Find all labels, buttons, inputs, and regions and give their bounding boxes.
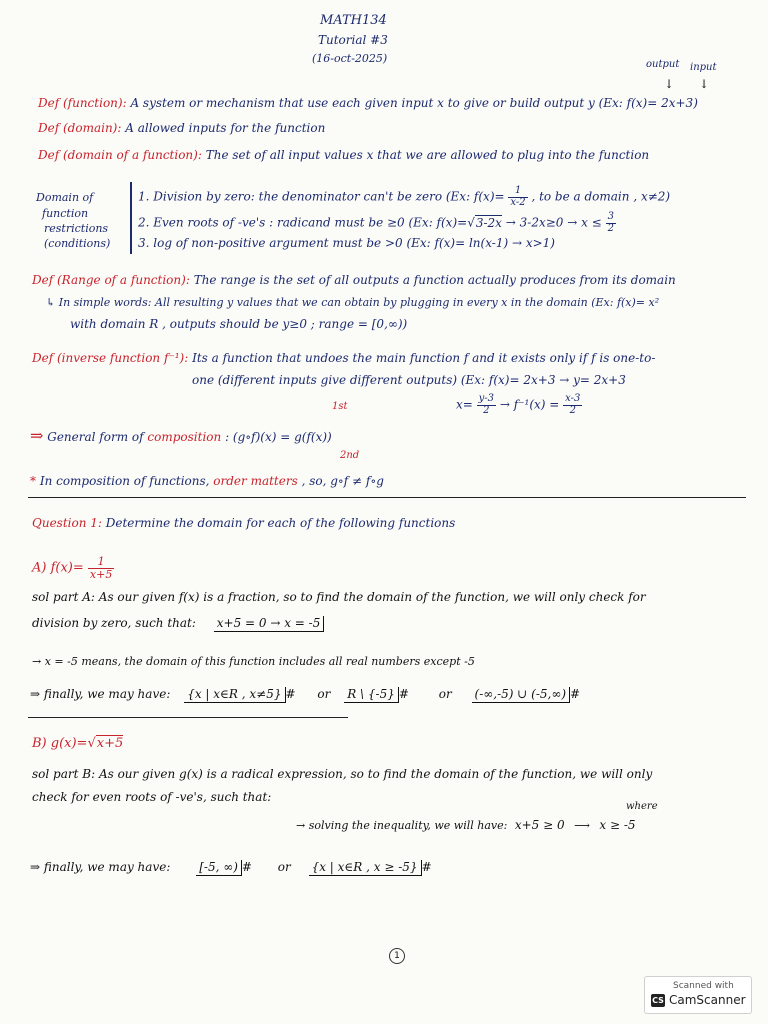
part-a-means: → x = -5 means, the domain of this function includes all real numbers except -5	[32, 655, 475, 668]
composition-formula: : (g∘f)(x) = g(f(x))	[225, 430, 332, 444]
composition-first-label: 1st	[332, 401, 348, 412]
part-b-solve-text: → solving the inequality, we will have:	[296, 819, 508, 832]
restriction-2: 2. Even roots of -ve's : radicand must be ≥0 (Ex: f(x)=√3-2x → 3-2x≥0 → x ≤ $\frac{3}{2}$	[138, 211, 614, 234]
part-a-sol-text: As our given f(x) is a fraction, so to find the domain of the function, we will only check for	[98, 590, 646, 604]
part-b-arrow-icon: ⟶	[574, 819, 590, 832]
scanner-name: CamScanner	[669, 993, 746, 1007]
tutorial-date: (16-oct-2025)	[312, 52, 388, 65]
restrictions-label-1: Domain of	[36, 191, 94, 204]
part-a-answer-3: (-∞,-5) ∪ (-5,∞)	[472, 687, 570, 703]
part-a-hash-3: #	[570, 687, 581, 701]
question-1	[32, 517, 455, 529]
def-range	[32, 274, 676, 286]
def-domain-tag: Def (domain):	[38, 121, 122, 135]
restriction-2-num: 3	[607, 211, 614, 222]
part-a-solution	[32, 591, 646, 603]
composition-arrow-icon: ⇒	[30, 426, 44, 445]
order-text-b: , so, g∘f ≠ f∘g	[301, 474, 384, 488]
output-label: output	[646, 59, 680, 70]
part-b-solve	[296, 819, 636, 831]
inverse-num-2: x-3	[565, 393, 581, 404]
part-a-hash-1: #	[285, 687, 296, 701]
restriction-2-den: 2	[607, 222, 614, 234]
restriction-1	[138, 186, 670, 208]
question-tag: Question 1:	[32, 516, 102, 530]
part-b-inequality: x+5 ≥ 0	[514, 818, 565, 832]
range-simple-tag: In simple words:	[58, 296, 152, 309]
scanner-caption: Scanned with	[673, 981, 734, 991]
def-function-tag: Def (function):	[38, 96, 127, 110]
restrictions-label-2: function	[42, 207, 89, 220]
part-b-final-lead: ⇒ finally, we may have:	[30, 860, 171, 874]
part-b-radicand: x+5	[96, 736, 124, 751]
part-a-solution-2	[32, 617, 324, 629]
part-b-sol-tag: sol part B:	[32, 767, 96, 781]
star-icon: *	[30, 474, 36, 488]
part-a-answer-1: {x | x∈R , x≠5}	[184, 687, 285, 703]
camscanner-logo-icon: CS	[652, 996, 664, 1005]
inverse-line-3	[456, 394, 582, 416]
inverse-x-equals: x=	[456, 397, 473, 412]
order-text-a: In composition of functions,	[39, 474, 210, 488]
restriction-1-den: x-2	[510, 196, 526, 208]
restriction-1-text: 1. Division by zero: the denominator can't be zero (Ex: f(x)=	[138, 189, 505, 204]
def-domain-function	[38, 149, 649, 161]
range-simple-text: All resulting y values that we can obtain by plugging in every x in the domain (Ex: f(x)= x²	[155, 296, 660, 309]
range-simple-arrow-icon: ↳	[46, 296, 56, 309]
composition-order	[30, 475, 384, 487]
def-inverse	[32, 352, 655, 364]
restrictions-label-3: restrictions	[44, 222, 109, 235]
def-function	[38, 97, 698, 109]
input-arrow-icon: ↓	[699, 77, 710, 91]
part-b-where: where	[626, 801, 658, 812]
part-b-result: x ≥ -5	[599, 818, 636, 832]
restriction-1-tail: , to be a domain , x≠2)	[531, 189, 671, 204]
order-keyword: order matters	[213, 474, 298, 488]
part-b-hash-2: #	[421, 860, 432, 874]
question-text: Determine the domain for each of the following functions	[105, 516, 456, 530]
part-a-sol-text-2: division by zero, such that:	[32, 616, 196, 630]
range-simple	[46, 297, 659, 308]
page-number: 1	[389, 948, 405, 964]
part-a-or-2: or	[438, 687, 452, 701]
part-b-function: B) g(x)=	[32, 736, 88, 751]
def-domain-text: A allowed inputs for the function	[125, 121, 326, 135]
part-b-answer-1: [-5, ∞)	[196, 860, 242, 876]
restrictions-label-4: (conditions)	[44, 237, 111, 250]
part-a-num: 1	[88, 556, 114, 569]
part-a-function: A) f(x)=	[32, 560, 84, 576]
part-a-divider	[28, 717, 348, 718]
composition-keyword: composition	[147, 430, 222, 444]
def-domain-function-tag: Def (domain of a function):	[38, 148, 202, 162]
part-a-final-lead: ⇒ finally, we may have:	[30, 687, 171, 701]
restriction-2-text: 2. Even roots of -ve's : radicand must be ≥0 (Ex: f(x)=	[138, 215, 468, 230]
def-domain-function-text: The set of all input values x that we are allowed to plug into the function	[205, 148, 650, 162]
def-inverse-tag: Def (inverse function f⁻¹):	[32, 351, 189, 365]
restriction-3: 3. log of non-positive argument must be >0 (Ex: f(x)= ln(x-1) → x>1)	[138, 236, 555, 250]
restriction-2-radicand: 3-2x	[475, 215, 502, 230]
def-function-text: A system or mechanism that use each given input x to give or build output y	[130, 96, 595, 110]
restrictions-bracket	[130, 182, 132, 254]
part-a-label	[32, 556, 114, 580]
part-b-solution-2: check for even roots of -ve's, such that:	[32, 790, 272, 804]
inverse-line-2: one (different inputs give different outputs) (Ex: f(x)= 2x+3 → y= 2x+3	[192, 373, 626, 387]
range-simple-2: with domain R , outputs should be y≥0 ; range = [0,∞))	[70, 317, 408, 331]
part-a-or-1: or	[317, 687, 331, 701]
def-range-text: The range is the set of all outputs a function actually produces from its domain	[193, 273, 676, 287]
part-a-hash-2: #	[398, 687, 409, 701]
restriction-1-num: 1	[508, 186, 527, 198]
tutorial-title: Tutorial #3	[318, 33, 388, 47]
composition-second-label: 2nd	[340, 450, 360, 461]
part-b-solution	[32, 768, 652, 780]
part-a-equation: x+5 = 0 → x = -5	[214, 616, 325, 632]
course-title: MATH134	[320, 13, 387, 28]
restriction-2-tail: → 3-2x≥0 → x ≤	[505, 215, 602, 230]
inverse-den-2: 2	[569, 404, 576, 416]
part-b-sol-text: As our given g(x) is a radical expression, so to find the domain of the function, we will only	[98, 767, 653, 781]
output-arrow-icon: ↓	[664, 77, 675, 91]
section-divider	[28, 497, 746, 498]
part-a-final	[30, 688, 580, 700]
part-a-den: x+5	[89, 567, 113, 581]
composition-line	[30, 428, 332, 444]
inverse-den-1: 2	[483, 404, 490, 416]
part-b-or-1: or	[277, 860, 291, 874]
part-b-label: B) g(x)=√x+5	[32, 736, 124, 751]
def-range-tag: Def (Range of a function):	[32, 273, 190, 287]
composition-text: General form of	[47, 430, 144, 444]
input-label: input	[690, 62, 717, 73]
part-b-final	[30, 861, 432, 873]
part-b-answer-2: {x | x∈R , x ≥ -5}	[309, 860, 422, 876]
part-a-sol-tag: sol part A:	[32, 590, 95, 604]
inverse-num-1: y-3	[478, 393, 495, 404]
inverse-arrow: → f⁻¹(x) =	[499, 397, 560, 412]
def-domain	[38, 122, 325, 134]
def-inverse-text: Its a function that undoes the main function f and it exists only if f is one-to-	[192, 351, 656, 365]
def-function-example: (Ex: f(x)= 2x+3)	[598, 96, 698, 110]
part-a-answer-2: R \ {-5}	[344, 687, 399, 703]
camscanner-watermark	[644, 976, 752, 1014]
part-b-hash-1: #	[241, 860, 252, 874]
